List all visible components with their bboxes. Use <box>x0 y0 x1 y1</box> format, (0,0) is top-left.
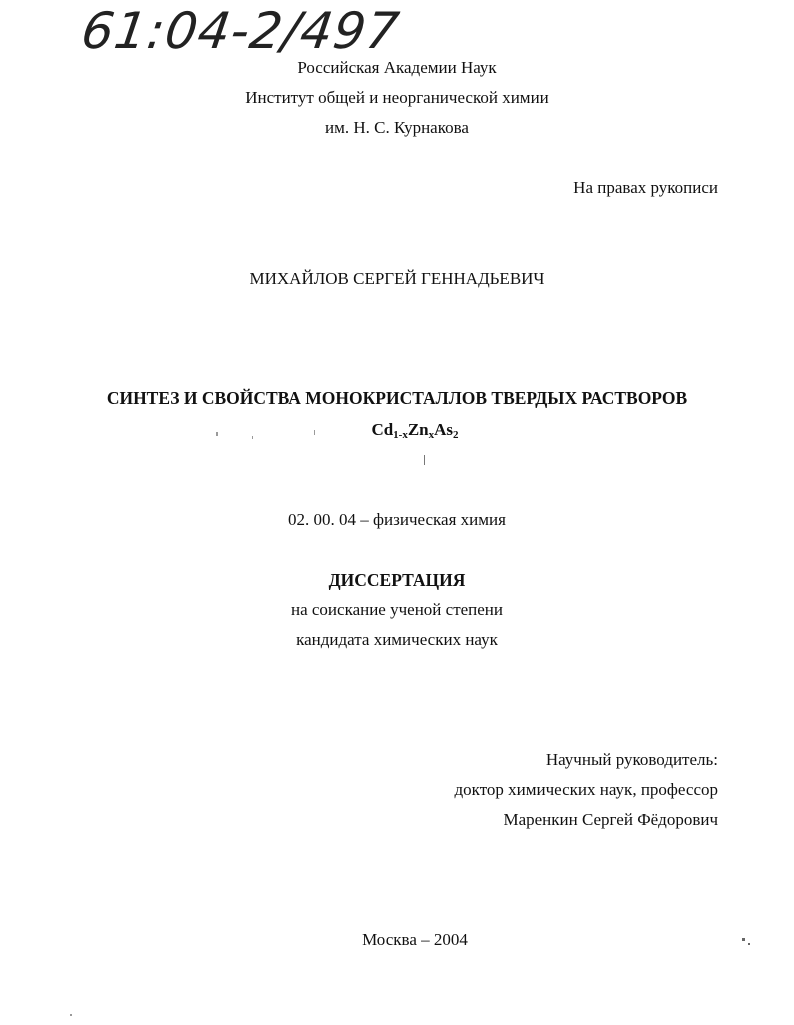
academy-name: Российская Академии Наук <box>297 58 497 77</box>
scan-speck <box>424 455 425 465</box>
scan-speck <box>742 938 745 941</box>
institute-name: Институт общей и неорганической химии <box>245 88 549 107</box>
formula-subscript-2: x <box>428 429 435 441</box>
scan-speck <box>314 430 315 435</box>
degree-name: кандидата химических наук <box>296 630 498 649</box>
formula-element-zn: Zn <box>407 420 429 439</box>
work-type-heading: ДИССЕРТАЦИЯ <box>328 570 466 590</box>
handwritten-archive-number: 61:04-2/497 <box>77 2 404 60</box>
specialty-code: 02. 00. 04 – физическая химия <box>288 510 506 529</box>
degree-purpose: на соискание ученой степени <box>290 600 504 619</box>
scan-speck <box>70 1014 72 1016</box>
formula-element-as: As <box>434 420 454 439</box>
scan-speck <box>252 436 253 439</box>
author-name: МИХАЙЛОВ СЕРГЕЙ ГЕННАДЬЕВИЧ <box>249 269 545 288</box>
scan-speck <box>748 943 750 945</box>
rights-note: На правах рукописи <box>573 178 718 197</box>
supervisor-name: Маренкин Сергей Фёдорович <box>503 810 718 829</box>
formula-subscript-3: 2 <box>453 429 459 441</box>
city-and-year: Москва – 2004 <box>362 930 468 949</box>
supervisor-label: Научный руководитель: <box>545 750 718 769</box>
formula-subscript-1: 1-x <box>393 429 408 441</box>
formula-element-cd: Cd <box>371 420 394 439</box>
scan-speck <box>216 432 218 436</box>
supervisor-degree: доктор химических наук, профессор <box>454 780 718 799</box>
institute-named-after: им. Н. С. Курнакова <box>325 118 469 137</box>
dissertation-title: СИНТЕЗ И СВОЙСТВА МОНОКРИСТАЛЛОВ ТВЕРДЫХ РАСТВОРОВ <box>106 388 688 408</box>
chemical-formula <box>18 420 794 440</box>
